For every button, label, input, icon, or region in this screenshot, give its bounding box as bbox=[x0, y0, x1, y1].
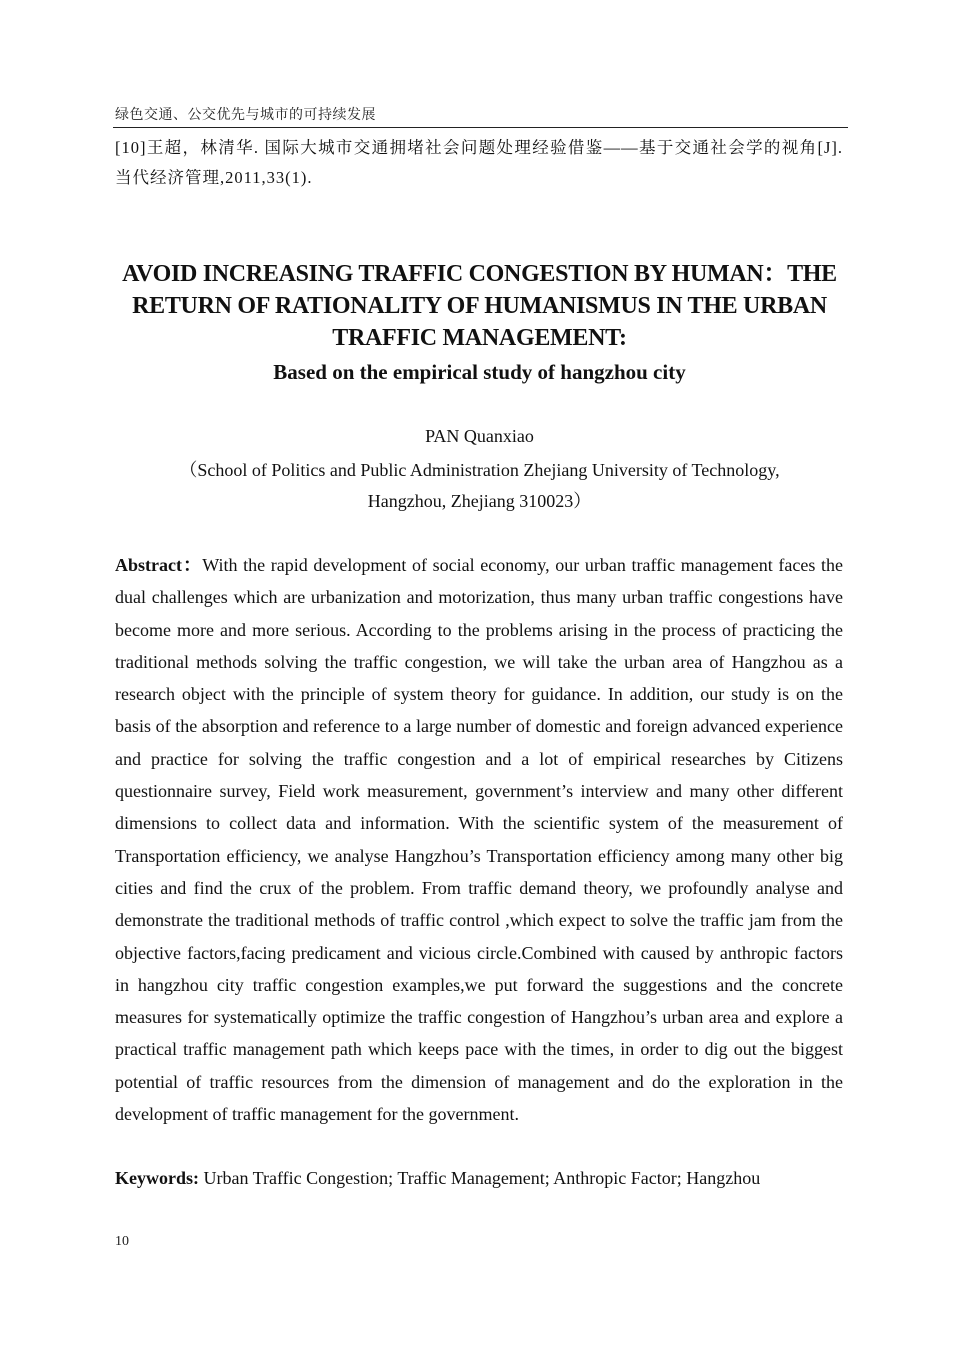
title-block bbox=[100, 258, 859, 388]
article-title: AVOID INCREASING TRAFFIC CONGESTION BY HUMAN：THE RETURN OF RATIONALITY OF HUMANISMUS IN THE URBAN TRAFFIC MANAGEMENT: bbox=[122, 261, 837, 351]
author-name: PAN Quanxiao bbox=[425, 426, 534, 446]
abstract-text: With the rapid development of social economy, our urban traffic management faces the dual challenges which are urbanization and motorization, thus many urban traffic congestions have become more and more serious. According to the problems arising in the process of practicing the traditional methods solving the traffic congestion, we will take the urban area of Hangzhou as a research object with the principle of system theory for guidance. In addition, our study is on the basis of the absorption and reference to a large number of domestic and foreign advanced experience and practice for solving the traffic congestion and a lot of empirical researches by Citizens questionnaire survey, Field work measurement, government’s interview and many other different dimensions to collect data and information. With the scientific system of the measurement of Transportation efficiency, we analyse Hangzhou’s Transportation efficiency among many other big cities and find the crux of the problem. From traffic demand theory, we profoundly analyse and demonstrate the traditional methods of traffic control ,which expect to solve the traffic jam from the objective factors,facing predicament and vicious circle.Combined with caused by anthropic factors in hangzhou city traffic congestion examples,we put forward the suggestions and the concrete measures for systematically optimize the traffic congestion of Hangzhou’s urban area and explore a practical traffic management path which keeps pace with the times, in order to dig out the biggest potential of traffic resources from the dimension of management and do the exploration in the development of traffic management for the government. bbox=[115, 555, 843, 1125]
reference-entry: [10]王超，林清华. 国际大城市交通拥堵社会问题处理经验借鉴——基于交通社会学的视角[J]. 当代经济管理,2011,33(1). bbox=[115, 138, 843, 187]
header-divider bbox=[113, 127, 848, 128]
running-header: 绿色交通、公交优先与城市的可持续发展 bbox=[115, 107, 376, 123]
page-number: 10 bbox=[115, 1234, 129, 1249]
abstract-label: Abstract： bbox=[115, 555, 203, 575]
keywords-paragraph bbox=[115, 1162, 843, 1194]
affiliation-line-2: Hangzhou, Zhejiang 310023） bbox=[367, 491, 592, 511]
author-affiliation bbox=[100, 455, 859, 517]
abstract-paragraph bbox=[115, 549, 843, 1130]
keywords-label: Keywords: bbox=[115, 1168, 199, 1188]
keywords-text: Urban Traffic Congestion; Traffic Management; Anthropic Factor; Hangzhou bbox=[199, 1168, 761, 1188]
article-subtitle: Based on the empirical study of hangzhou city bbox=[273, 360, 686, 384]
affiliation-line-1: （School of Politics and Public Administration Zhejiang University of Technology, bbox=[179, 460, 780, 480]
